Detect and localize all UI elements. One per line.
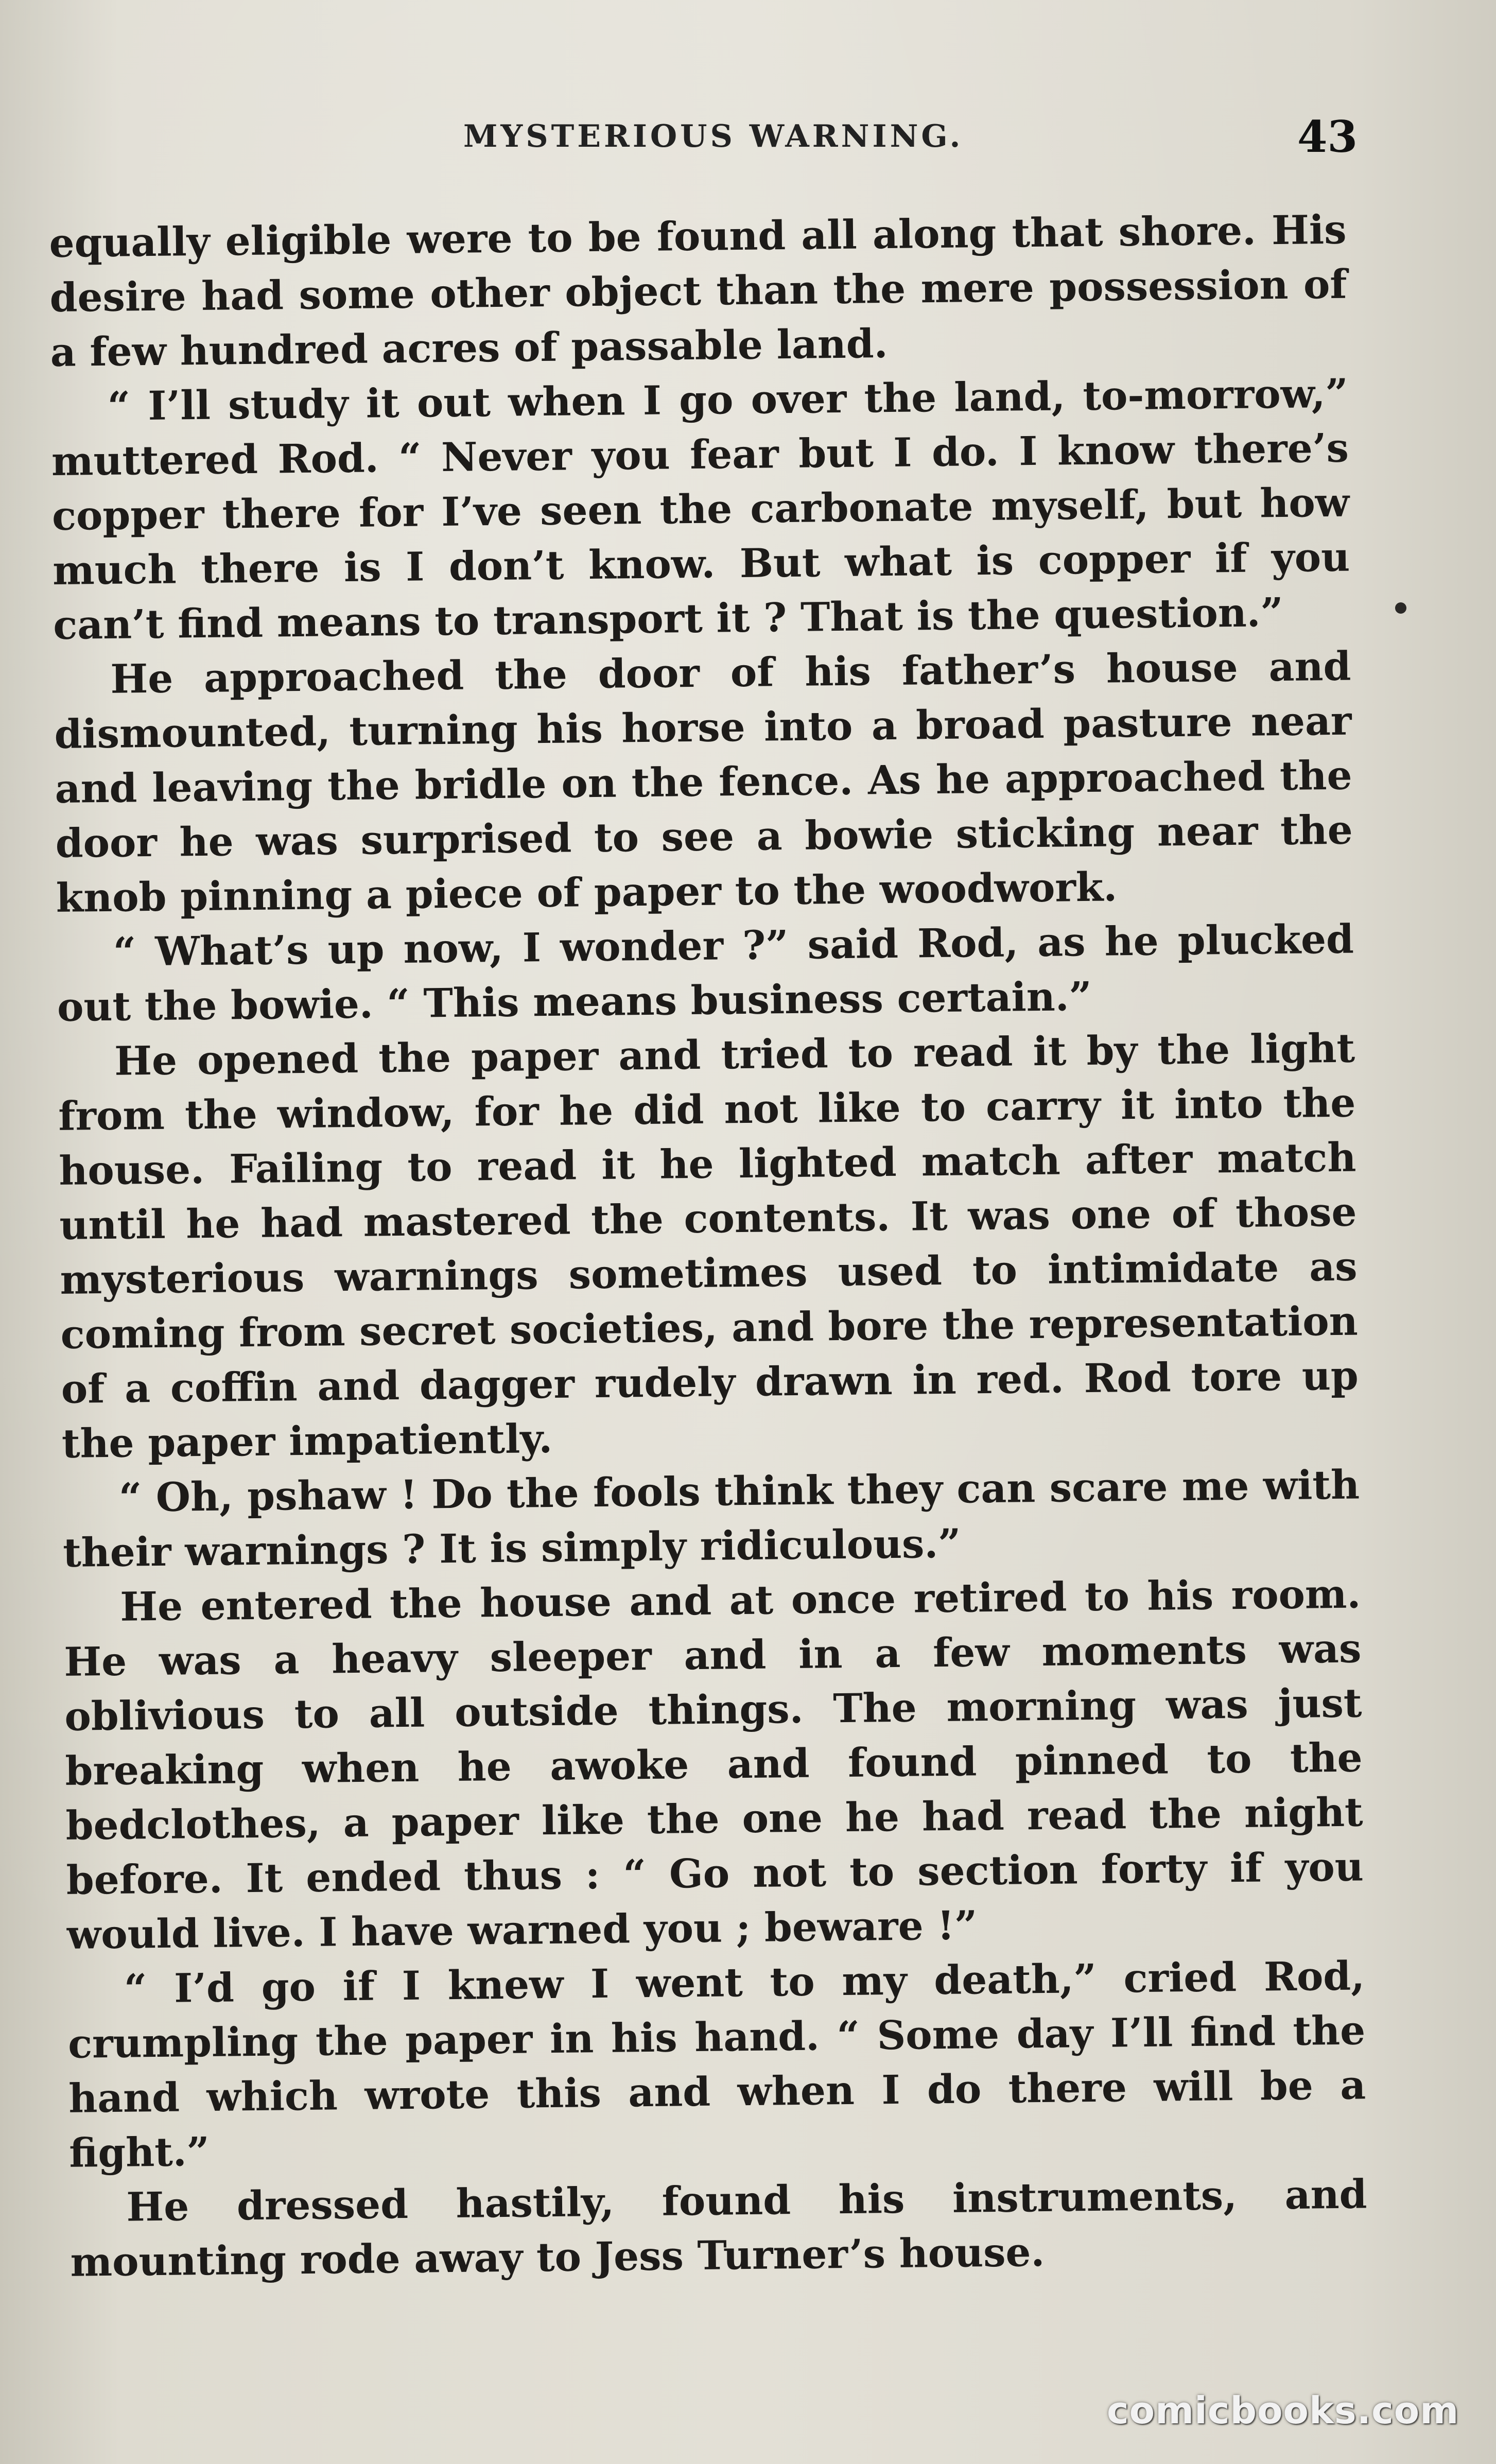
paragraph: “ Oh, pshaw ! Do the fools think they can scare me with their warnings ? It is simply ridiculous.” bbox=[62, 1462, 1360, 1576]
paragraph: He approached the door of his father’s house and dismounted, turning his horse into a broad pasture near and leaving the bridle on the fence. As he approached the door he was surprised to see a bowie sticking near the knob pinning a piece of paper to the woodwork. bbox=[54, 643, 1353, 922]
paragraph: “ I’d go if I knew I went to my death,” cried Rod, crumpling the paper in his hand. “ Some day I’ll find the hand which wrote this and when I do there will be a fight.” bbox=[67, 1953, 1366, 2177]
paragraph: “ What’s up now, I wonder ?” said Rod, as he plucked out the bowie. “ This means business certain.” bbox=[57, 916, 1354, 1031]
running-head: MYSTERIOUS WARNING. bbox=[463, 118, 964, 154]
paragraph: He entered the house and at once retired to his room. He was a heavy sleeper and in a few moments was oblivious to all outside things. The morning was just breaking when he awoke and found pinned to the bedclothes, a paper like the one he had read the night before. It ended thus : “ Go not to section forty if you would live. I have warned you ; beware !” bbox=[63, 1571, 1364, 1958]
page-header bbox=[0, 111, 1496, 175]
ink-spot bbox=[1395, 602, 1406, 614]
body-text bbox=[49, 203, 1368, 2290]
page-number: 43 bbox=[1297, 111, 1358, 162]
paragraph: He dressed hastily, found his instruments, and mounting rode away to Jess Turner’s house. bbox=[70, 2171, 1367, 2286]
paragraph: “ I’ll study it out when I go over the land, to-morrow,” muttered Rod. “ Never you fear but I do. I know there’s copper there for I’ve seen the carbonate myself, but how much there is I don’t know. But what is copper if you can’t find means to transport it ? That is the question.” bbox=[51, 370, 1350, 649]
paragraph: He opened the paper and tried to read it by the light from the window, for he did not like to carry it into the house. Failing to read it he lighted match after match until he had mastered the contents. It was one of those mysterious warnings sometimes used to intimidate as coming from secret societies, and bore the representation of a coffin and dagger rudely drawn in red. Rod tore up the paper impatiently. bbox=[58, 1025, 1359, 1467]
paragraph: equally eligible were to be found all along that shore. His desire had some other object than the mere possession of a few hundred acres of passable land. bbox=[49, 206, 1347, 376]
watermark: comicbooks.com bbox=[1107, 2389, 1459, 2432]
